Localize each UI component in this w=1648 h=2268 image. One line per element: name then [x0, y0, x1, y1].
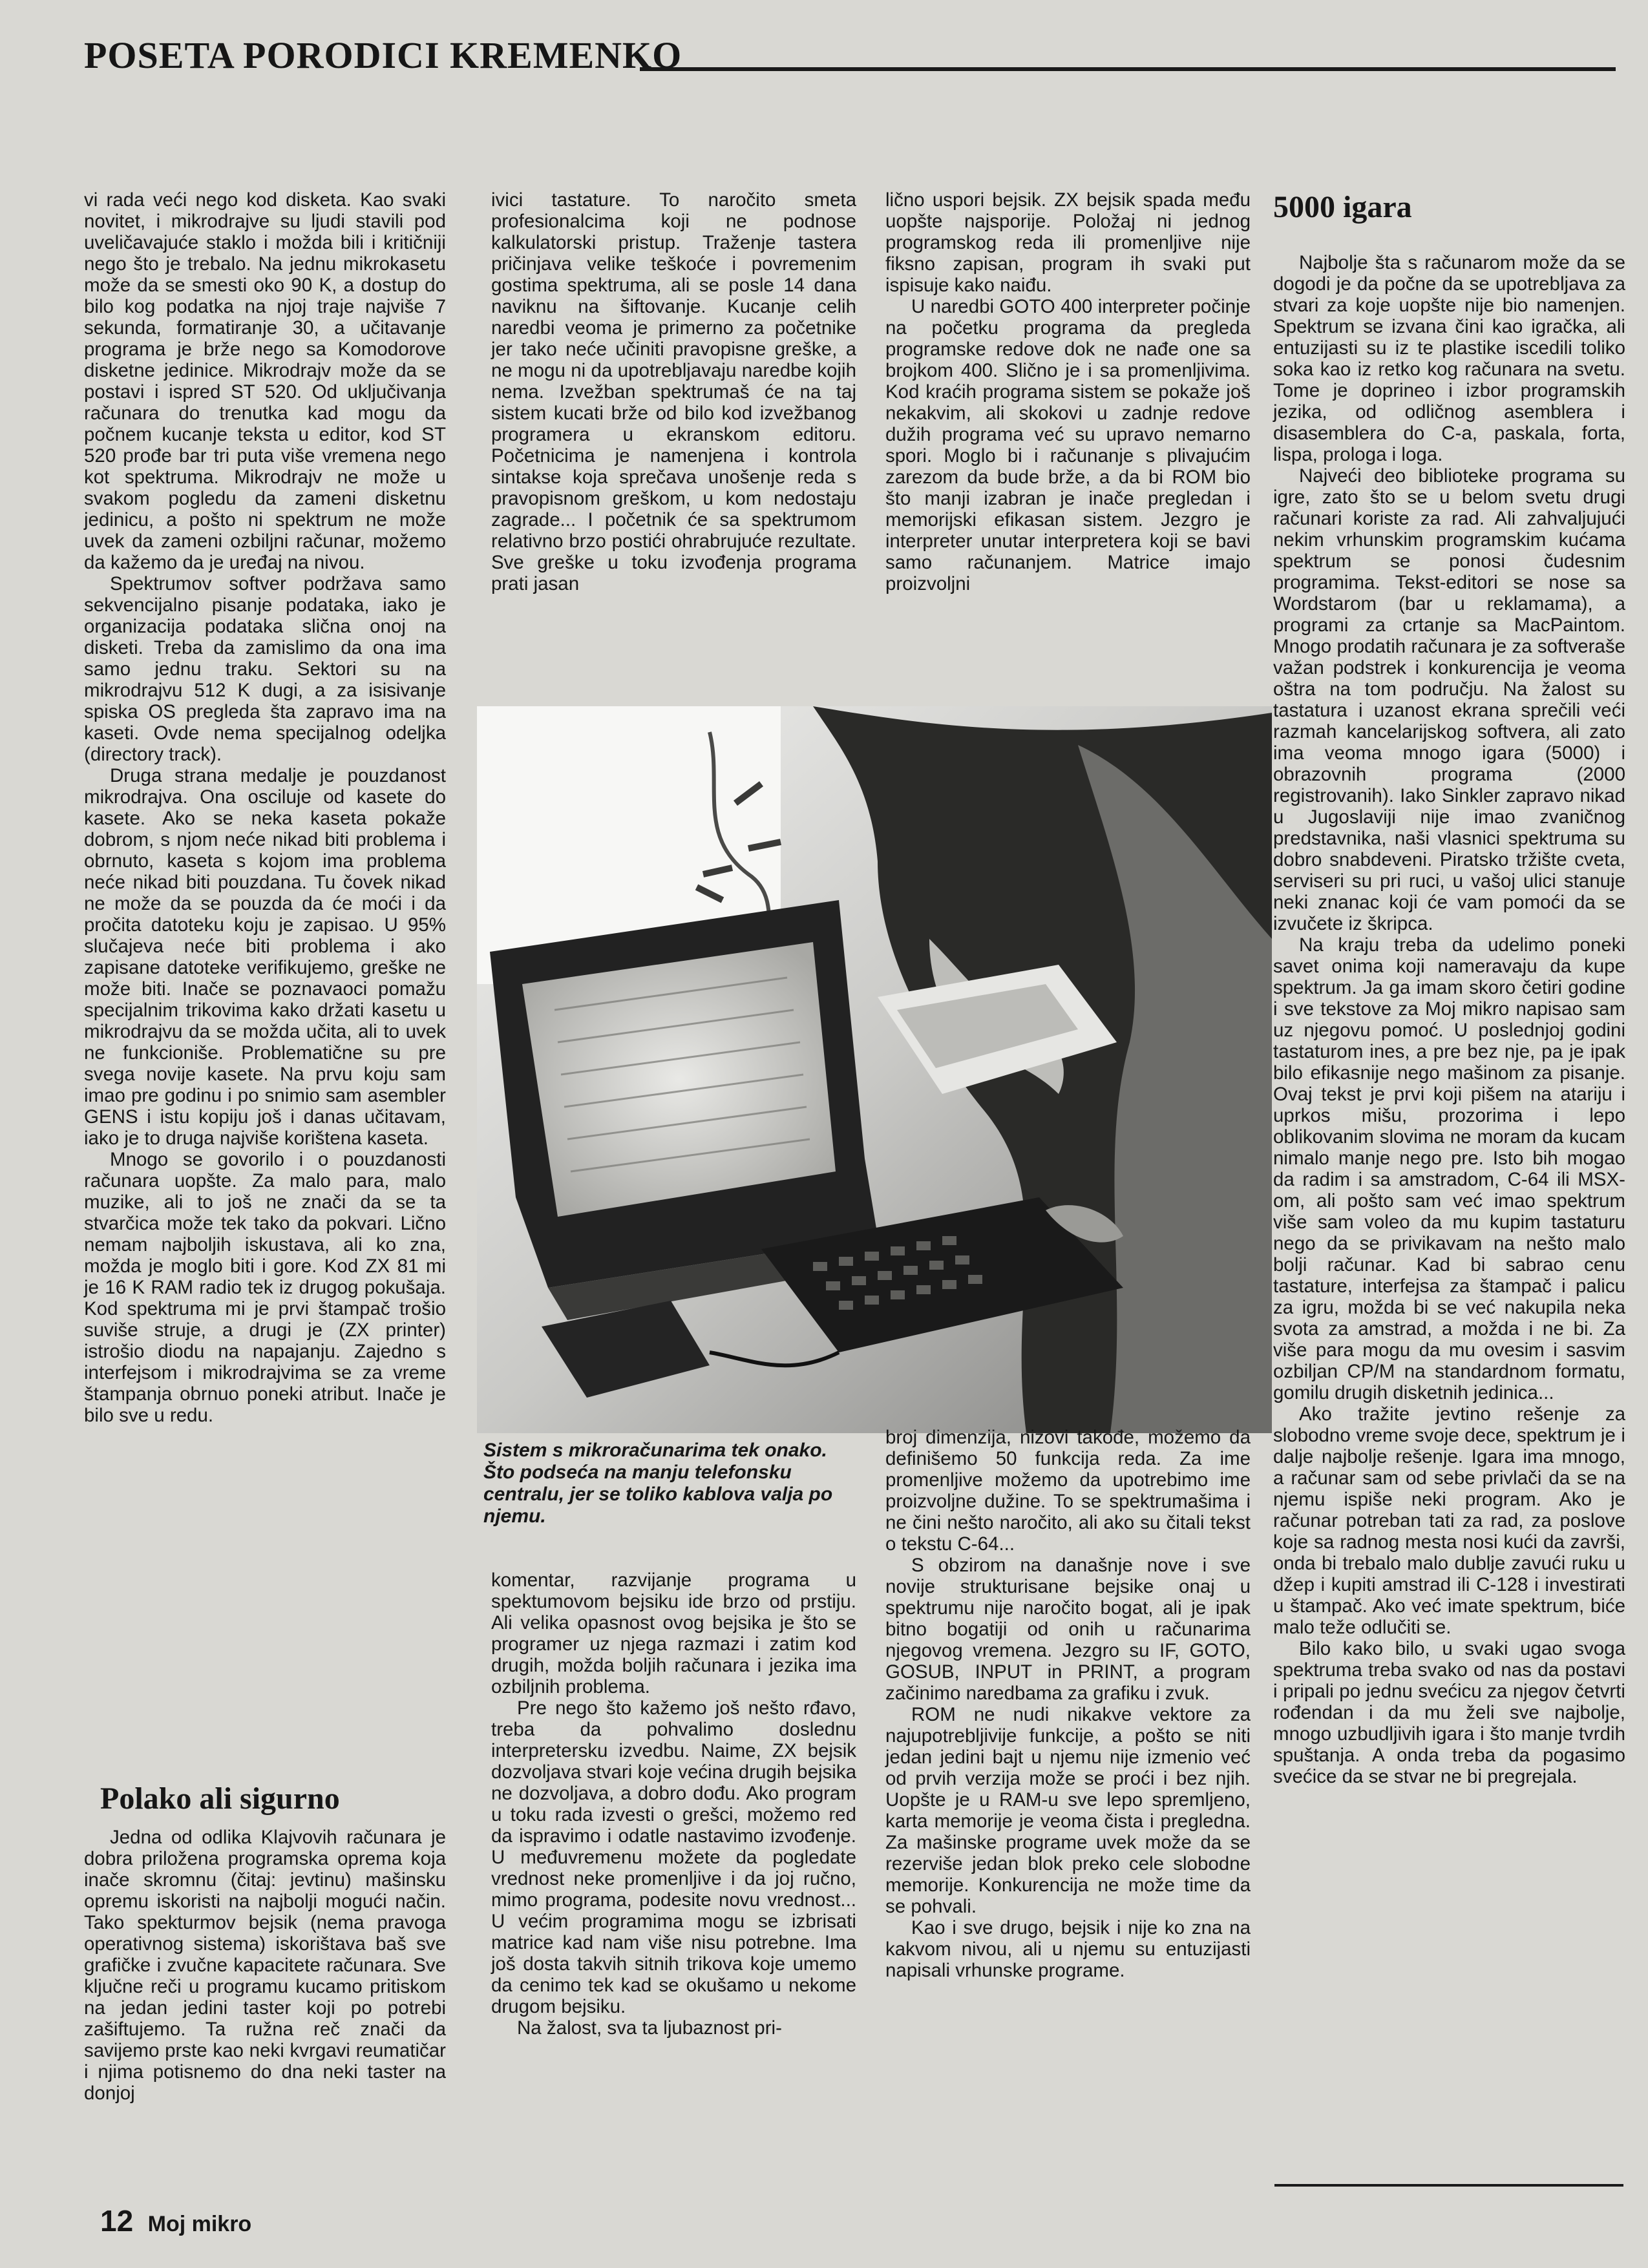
paragraph: vi rada veći nego kod disketa. Kao svaki novitet, i mikrodrajve su ljudi stavili pod uveličavajuće staklo i možda bili i kritičniji nego što je trebalo. Na jednu mikrokasetu može da se smesti oko 90 K, a dostup do bilo kog podatka na njoj traje najviše 7 sekunda, formatiranje 30, a učitavanje programa je brže nego sa Komodorove disketne jedinice. Mikrodrajv može da se postavi i ispred ST 520. Od uključivanja računara do trenutka kad mogu da počnem kucanje teksta u editor, kod ST 520 prođe bar tri puta više vremena nego kot spektruma. Mikrodrajv ne može u svakom pogledu da zameni disketnu jedinicu, a pošto ni spektrum ne može uvek da zameni ozbiljni računar, možemo da kažemo da je uređaj na nivou.: [84, 189, 446, 573]
paragraph: Najveći deo biblioteke programa su igre, zato što se u belom svetu drugi računari koriste za rad. Ali zahvaljujući nekim vrhunskim programskim kućama spektrum se ponosi čudesnim programima. Tekst-editori se nose sa Wordstarom (bar u reklamama), a programi za crtanje sa MacPaintom. Mnogo prodatih računara je za softveraše važan podstrek i konkurencija je veoma oštra na tom području. Na žalost su tastatura i uzanost ekrana sprečili veći razmah kancelarijskog softvera, ali zato ima veoma mnogo igara (5000) i obrazovnih programa (2000 registrovanih). Iako Sinkler zapravo nikad u Jugoslaviji nije imao zvaničnog predstavnika, naši vlasnici spektruma su dobro snabdeveni. Piratsko tržište cveta, serviseri su pri ruci, u vašoj ulici stanuje neki znanac koji će vam pomoći da se izvučete iz škripca.: [1273, 465, 1625, 934]
paragraph: ivici tastature. To naročito smeta profesionalcima koji ne podnose kalkulatorski pristup. Traženje tastera pričinjava velike teškoće i povremenim gostima spektruma, ali se posle 14 dana naviknu na šiftovanje. Kucanje celih naredbi veoma je primerno za početnike jer tako neće učiniti pravopisne greške, a ne mogu ni da upotrebljavaju naredbe kojih nema. Izvežban spektrumaš će na taj sistem kucati brže od bilo kod izvežbanog programera u ekranskom editoru. Početnicima je namenjena i kontrola sintakse koja sprečava unošenje reda s pravopisnom greškom, u kom nedostaju zagrade... I početnik će sa spektrumom relativno brzo postići ohrabrujuće rezultate. Sve greške u toku izvođenja programa prati jasan: [491, 189, 856, 594]
paragraph: Mnogo se govorilo i o pouzdanosti računara uopšte. Za malo para, malo muzike, ali to još ne znači da se ta stvarčica može tek tako da pokvari. Lično nemam najboljih iskustava, ali ko zna, možda je moglo biti i gore. Kod ZX 81 mi je 16 K RAM radio tek iz drugog pokušaja. Kod spektruma mi je prvi štampač trošio suviše struje, a drugi je (ZX printer) istrošio diodu na napajanju. Zajedno s interfejsom i mikrodrajvima se za vreme štampanja obrnuo poneki atribut. Inače je bilo sve u redu.: [84, 1149, 446, 1426]
column-2-bottom: [491, 1570, 856, 2039]
paragraph: Kao i sve drugo, bejsik i nije ko zna na kakvom nivou, ali u njemu su entuzijasti napisali vrhunske programe.: [885, 1917, 1251, 1981]
paragraph: Jedna od odlika Klajvovih računara je dobra priložena programska oprema koja inače skromnu (čitaj: jevtinu) mašinsku opremu iskoristi na najbolji mogući način. Tako spekturmov bejsik (nema pravoga operativnog sistema) iskorištava baš sve grafičke i zvučne kapacitete računara. Sve ključne reči u programu kucamo pritiskom na jedan jedini taster koji po potrebi zašiftujemo. Ta ružna reč znači da savijemo prste kao neki kvrgavi reumatičar i njima potisnemo do dna neki taster na donjoj: [84, 1827, 446, 2104]
paragraph: U naredbi GOTO 400 interpreter počinje na početku programa da pregleda programske redove dok ne nađe one sa brojkom 400. Slično je i sa promenljivima. Kod kraćih programa sistem se pokaže još nekakvim, ali skokovi u zadnje redove dužih programa već su upravo nemarno spori. Moglo bi i računanje s plivajućim zarezom da bude brže, a da bi ROM bio što manji izabran je inače pregledan i memorijski efikasan sistem. Jezgro je interpreter unutar interpretera koji se bavi samo računanjem. Matrice imajo proizvoljni: [885, 296, 1251, 594]
paragraph: Ako tražite jevtino rešenje za slobodno vreme svoje dece, spektrum je i dalje najbolje rešenje. Igara ima mnogo, a računar sam od sebe privlači da se na njemu ispiše neki program. Ako je računar potreban tati za rad, za poslove koje sa radnog mesta nosi kući da završi, onda bi trebalo malo dublje zavući ruku u džep i kupiti amstrad ili C-128 i investirati u štampač. Ako već imate spektrum, biće malo teže odlučiti se.: [1273, 1403, 1625, 1638]
header-rule: [640, 67, 1616, 71]
column-4: [1273, 252, 1625, 1787]
paragraph: Na kraju treba da udelimo poneki savet onima koji nameravaju da kupe spektrum. Ja ga imam skoro četiri godine i sve tekstove za Moj mikro napisao sam uz njegovu pomoć. U poslednjoj godini tastaturom ines, a pre bez nje, pa je ipak bilo efikasnije nego mašinom za pisanje. Ovaj tekst je prvi koji pišem na atariju i uprkos mišu, prozorima i lepo oblikovanim slovima ne moram da kucam nimalo manje nego pre. Isto bih mogao da radim i sa amstradom, C-64 ili MSX-om, ali pošto sam već imao spektrum više sam voleo da mu kupim tastaturu nego da se privikavam na nešto malo bolji računar. Kad bi sabrao cenu tastature, interfejsa za štampač i palicu za igru, možda bi se već nakupila neka svota za amstrad, a možda i ne bi. Za više para mogu da mu ovesim i sasvim ozbiljan CP/M na standardnom formatu, gomilu drugih disketnih jedinica...: [1273, 934, 1625, 1403]
article-photo: [477, 706, 1272, 1433]
paragraph: broj dimenzija, nizovi takođe, možemo da definišemo 50 funkcija reda. Za ime promenljive možemo da upotrebimo ime proizvoljne dužine. To se spektrumašima i ne čini nešto naročito, ali ako su čitali tekst o tekstu C-64...: [885, 1427, 1251, 1555]
section-heading-polako: Polako ali sigurno: [100, 1781, 340, 1816]
paragraph: lično uspori bejsik. ZX bejsik spada među uopšte najsporije. Položaj ni jednog programskog reda ili promenljive nije fiksno zapisan, program ih svaki put ispisuje kako naiđu.: [885, 189, 1251, 296]
paragraph: ROM ne nudi nikakve vektore za najupotrebljivije funkcije, a pošto se niti jedan jedini bajt u njemu nije izmenio već od prvih verzija može se proći i bez njih. Uopšte je u RAM-u sve lepo spremljeno, karta memorije je veoma čista i pregledna. Za mašinske programe uvek može da se rezerviše jedan blok preko cele slobodne memorije. Konkurencija ne može time da se pohvali.: [885, 1704, 1251, 1917]
section-heading-5000-igara: 5000 igara: [1273, 190, 1412, 224]
page-header-title: POSETA PORODICI KREMENKO: [84, 34, 682, 76]
article-end-rule: [1274, 2184, 1623, 2187]
paragraph: S obzirom na današnje nove i sve novije strukturisane bejsike onaj u spektrumu nije naročito bogat, ali je ipak bitno bogatiji od onih u računarima njegovog vremena. Jezgro su IF, GOTO, GOSUB, INPUT in PRINT, a program začinimo naredbama za grafiku i zvuk.: [885, 1555, 1251, 1704]
column-3-bottom: [885, 1427, 1251, 1981]
magazine-name: Moj mikro: [147, 2212, 252, 2236]
paragraph: Druga strana medalje je pouzdanost mikrodrajva. Ona osciluje od kasete do kasete. Ako se neka kaseta pokaže dobrom, s njom neće nikad biti problema i obrnuto, kaseta s kojom ima problema neće nikad biti pouzdana. Tu čovek nikad ne može da se pouzda da će moći i da pročita datoteku koju je zapisao. U 95% slučajeva neće biti problema i ako zapisane datoteke verifikujemo, greške ne može biti. Inače se poznavaoci pomažu specijalnim trikovima kako držati kasetu u mikrodrajvu da se možda učita, ali to uvek ne funkcioniše. Problematične su pre svega novije kasete. Na prvu koju sam imao pre godinu i po snimio sam asembler GENS i istu kopiju još i danas učitavam, iako je to druga najviše korištena kaseta.: [84, 765, 446, 1149]
column-1-section: [84, 1827, 446, 2104]
photo-caption: Sistem s mikroračunarima tek onako. Što podseća na manju telefonsku centralu, jer se toliko kablova valja po njemu.: [483, 1440, 833, 1527]
paragraph: Pre nego što kažemo još nešto rđavo, treba da pohvalimo doslednu interpretersku izvedbu. Naime, ZX bejsik dozvoljava stvari koje većina drugih bejsika ne dozvoljava, a dobro dođu. Ako program u toku rada izvesti o grešci, možemo red da ispravimo i odatle nastavimo izvođenje. U međuvremenu možete da pogledate vrednost neke promenljive i da joj ručno, mimo programa, podesite novu vrednost... U većim programima mogu se izbrisati matrice kad nam više nisu potrebne. Ima još dosta takvih sitnih trikova koje umemo da cenimo tek kad se okušamo u nekome drugom bejsiku.: [491, 1697, 856, 2017]
page-footer: [100, 2203, 251, 2238]
page-number: 12: [100, 2204, 134, 2238]
paragraph: komentar, razvijanje programa u spektumovom bejsiku ide brzo od prstiju. Ali velika opasnost ovog bejsika je što se programer uz njega razmazi i zatim kod drugih, možda boljih računara i jezika ima ozbiljnih problema.: [491, 1570, 856, 1697]
paragraph: Spektrumov softver podržava samo sekvencijalno pisanje podataka, iako je organizacija podataka slična onoj na disketi. Treba da zamislimo da ona ima samo jednu traku. Sektori su na mikrodrajvu 512 K dugi, a za isisivanje spiska OS pregleda šta zapravo ima na kaseti. Ovde nema specijalnog odeljka (directory track).: [84, 573, 446, 765]
column-1: [84, 189, 446, 1426]
paragraph: Na žalost, sva ta ljubaznost pri-: [517, 2017, 782, 2039]
column-2-top: [491, 189, 856, 594]
paragraph: Bilo kako bilo, u svaki ugao svoga spektruma treba svako od nas da postavi i pripali po jednu svećicu za njegov četvrti rođendan i da mu želi sve najbolje, mnogo uzbudljivih igara i što manje tvrdih spuštanja. A onda treba da pogasimo svećice da se stvar ne bi pregrejala.: [1273, 1638, 1625, 1787]
computer-setup-photo: [477, 706, 1272, 1433]
paragraph: Najbolje šta s računarom može da se dogodi je da počne da se upotrebljava za stvari za koje uopšte nije bio namenjen. Spektrum se izvana čini kao igračka, ali entuzijasti su iz te plastike iscedili toliko soka kao iz retko kog računara na svetu. Tome je doprineo i izbor programskih jezika, od odličnog asemblera i disasemblera do C-a, paskala, forta, lispa, prologa i loga.: [1273, 252, 1625, 465]
column-3-top: [885, 189, 1251, 594]
